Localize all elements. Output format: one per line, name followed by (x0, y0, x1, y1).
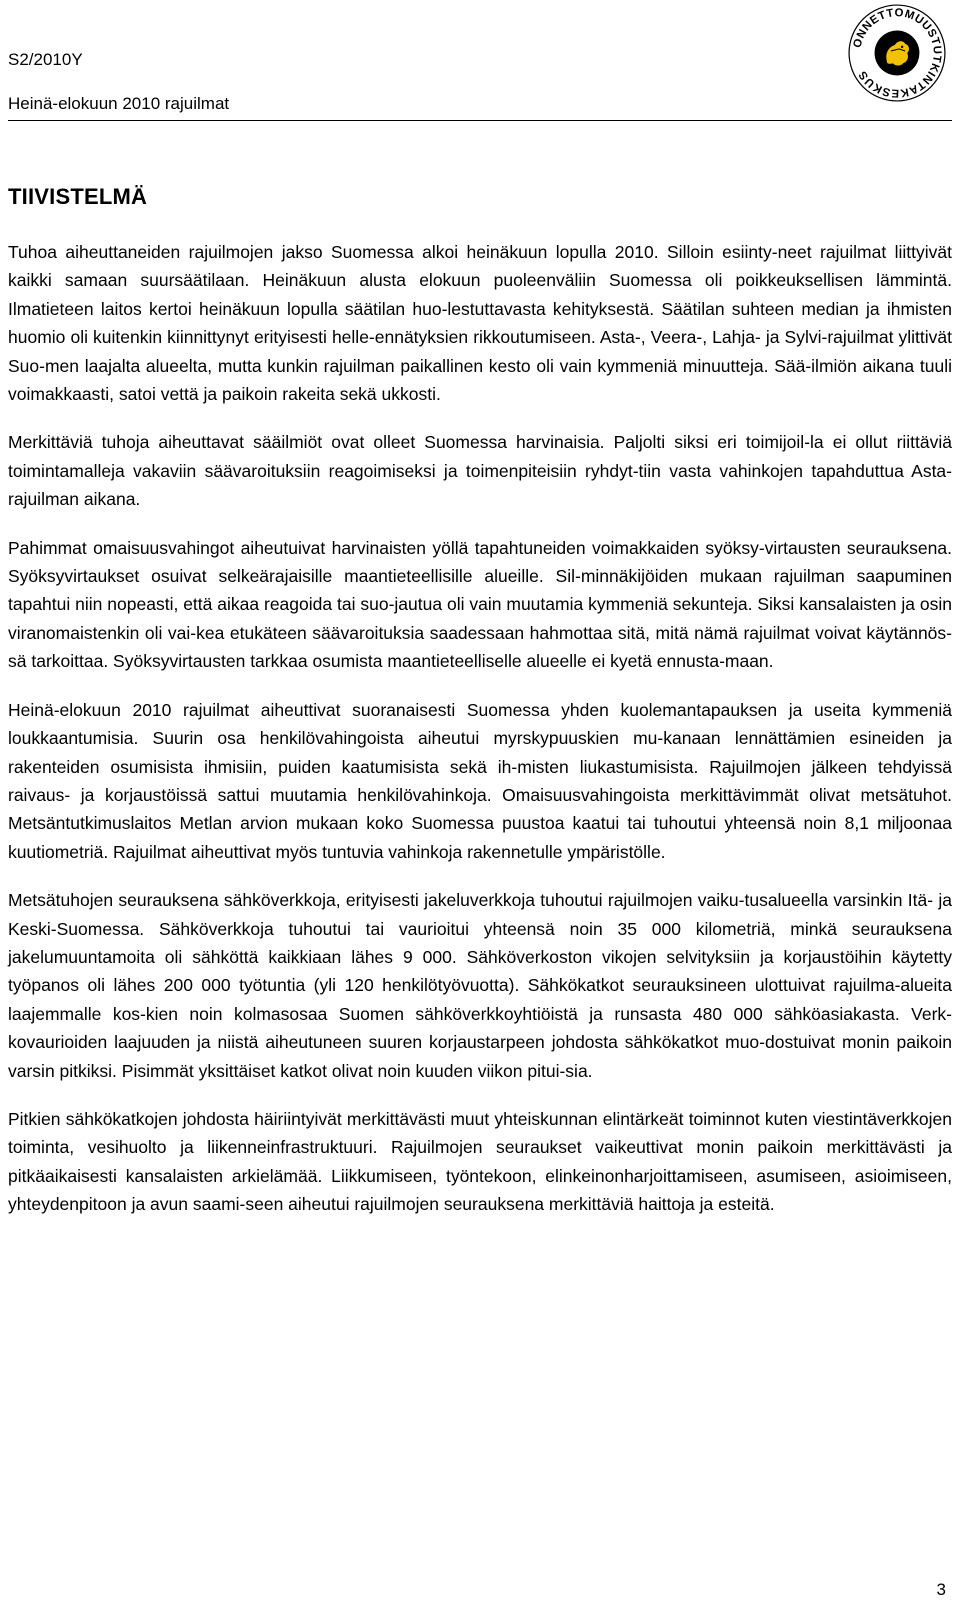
page-number: 3 (936, 1580, 946, 1599)
summary-paragraph: Heinä-elokuun 2010 rajuilmat aiheuttivat suoranaisesti Suomessa yhden kuolemantapauksen ja useita kymmeniä loukkaantumisia. Suurin osa henkilövahingoista aiheutui myrskypuuskien mu-kanaan lennättämien esineiden ja rakenteiden osumisista ihmisiin, puiden kaatumisista sekä ih-misten liukastumisista. Rajuilmojen jälkeen tehdyissä raivaus- ja korjaustöissä sattui muutamia henkilövahinkoja. Omaisuusvahingoista merkittävimmät olivat metsätuhot. Metsäntutkimuslaitos Metlan arvion mukaan koko Suomessa puustoa kaatui tai tuhoutui yhteensä noin 8,1 miljoonaa kuutiometriä. Rajuilmat aiheuttivat myös tuntuvia vahinkoja rakennetulle ympäristölle. (8, 699, 952, 862)
logo-ring-text: ONNETTOMUUSTUTKINTAKESKUS (851, 7, 943, 99)
summary-paragraph: Pitkien sähkökatkojen johdosta häiriintyivät merkittävästi muut yhteiskunnan elintärkeät toiminnot kuten viestintäverkkojen toiminta, vesihuolto ja liikenneinfrastruktuuri. Rajuilmojen seuraukset vaikeuttivat monin paikoin merkittävästi ja pitkäaikaisesti kansalaisten arkielämää. Liikkumiseen, työntekoon, elinkeinonharjoittamiseen, asumiseen, asioimiseen, yhteydenpitoon ja avun saami-seen aiheutui rajuilmojen seurauksena merkittäviä haittoja ja esteitä. (8, 1108, 952, 1215)
onnettomuustutkintakeskus-logo (846, 2, 948, 104)
document-subtitle: Heinä-elokuun 2010 rajuilmat (8, 94, 230, 113)
summary-paragraph: Merkittäviä tuhoja aiheuttavat sääilmiöt ovat olleet Suomessa harvinaisia. Paljolti siksi eri toimijoil-la ei ollut riittäviä toimintamalleja vakaviin säävaroituksiin reagoimiseksi ja toimenpiteisiin ryhdyt-tiin vasta vahinkojen tapahduttua Asta-rajuilman aikana. (8, 432, 952, 510)
page-title: TIIVISTELMÄ (8, 184, 148, 209)
summary-paragraph: Metsätuhojen seurauksena sähköverkkoja, erityisesti jakeluverkkoja tuhoutui rajuilmojen vaiku-tusalueella varsinkin Itä- ja Keski-Suomessa. Sähköverkkoja tuhoutui tai vaurioitui yhteensä noin 35 000 kilometriä, minkä seurauksena jakelumuuntamoita oli sähköttä kaikkiaan lähes 9 000. Sähköverkoston vikojen selvityksiin ja korjaustöihin käytetty työpanos oli lähes 200 000 työtuntia (yli 120 henkilötyövuotta). Sähkökatkot seurauksineen ulottuivat rajuilma-alueita laajemmalle kos-kien noin kolmasosaa Suomen sähköverkkoyhtiöistä ja runsasta 480 000 sähköasiakasta. Verk-kovaurioiden laajuuden ja niistä aiheutuneen suuren korjaustarpeen johdosta sähkökatkot muo-dostuivat monin paikoin varsin pitkiksi. Pisimmät yksittäiset katkot olivat noin kuuden viikon pitui-sia. (8, 890, 952, 1081)
summary-paragraph: Tuhoa aiheuttaneiden rajuilmojen jakso Suomessa alkoi heinäkuun lopulla 2010. Silloin esiinty-neet rajuilmat liittyivät kaikki samaan suursäätilaan. Heinäkuun alusta elokuun puoleenväliin Suomessa oli poikkeuksellisen lämmintä. Ilmatieteen laitos kertoi heinäkuun lopulla säätilan huo-lestuttavasta kehityksestä. Säätilan suhteen median ja ihmisten huomio oli kuitenkin kiinnittynyt erityisesti helle-ennätyksien rikkoutumiseen. Asta-, Veera-, Lahja- ja Sylvi-rajuilmat ylittivät Suo-men laajalta alueelta, mutta kunkin rajuilman paikallinen kesto oli vain kymmeniä minuutteja. Sää-ilmiön aikana tuuli voimakkaasti, satoi vettä ja paikoin rakeita sekä ukkosti. (8, 242, 952, 405)
summary-body (8, 238, 952, 1239)
page-header (8, 0, 952, 122)
summary-paragraph: Pahimmat omaisuusvahingot aiheutuivat harvinaisten yöllä tapahtuneiden voimakkaiden syöksy-virtausten seurauksena. Syöksyvirtaukset osuivat selkeärajaisille maantieteellisille alueille. Sil-minnäkijöiden mukaan rajuilman saapuminen tapahtui niin nopeasti, että aikaa reagoida tai suo-jautua oli vain muutamia kymmeniä sekunteja. Siksi kansalaisten ja osin viranomaistenkin oli vai-kea etukäteen säävaroituksia saadessaan hahmottaa sitä, mitä nämä rajuilmat voivat käytännös-sä tarkoittaa. Syöksyvirtausten tarkkaa osumista maantieteelliselle alueelle ei kyetä ennusta-maan. (8, 537, 952, 672)
header-divider (8, 120, 952, 121)
document-code: S2/2010Y (8, 50, 83, 69)
